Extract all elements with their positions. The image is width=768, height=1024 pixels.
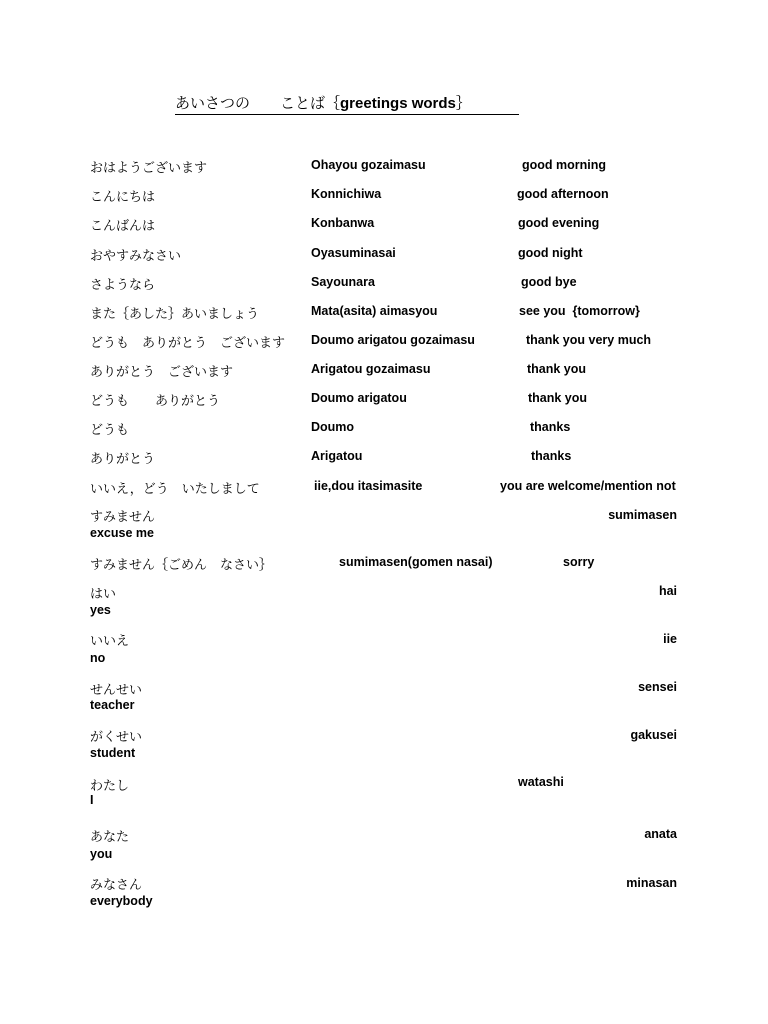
- english-text: sorry: [563, 555, 595, 569]
- title-english: greetings words: [340, 95, 456, 112]
- japanese-text: はい: [90, 587, 117, 602]
- japanese-text: あなた: [90, 830, 130, 845]
- english-text: yes: [90, 603, 111, 617]
- japanese-text: どうも ありがとう ございます: [90, 336, 286, 351]
- romaji-text: watashi: [518, 775, 564, 789]
- japanese-text: ありがとう ございます: [90, 365, 234, 380]
- english-text: teacher: [90, 698, 135, 712]
- romaji-text: Doumo: [311, 420, 355, 434]
- japanese-text: どうも ありがとう: [90, 394, 221, 409]
- english-text: thank you: [528, 391, 588, 405]
- japanese-text: がくせい: [90, 730, 143, 745]
- romaji-text: Arigatou: [311, 449, 363, 463]
- english-text: you: [90, 847, 113, 861]
- title-japanese: あいさつの ことば｛: [175, 94, 341, 112]
- english-text: thanks: [530, 420, 571, 434]
- japanese-text: せんせい: [90, 683, 143, 698]
- english-text: good bye: [521, 275, 577, 289]
- romaji-text: sumimasen: [608, 508, 677, 522]
- romaji-text: hai: [658, 584, 677, 598]
- english-text: good morning: [522, 158, 607, 172]
- page-title: [175, 92, 519, 115]
- english-text: excuse me: [90, 526, 154, 540]
- english-text: student: [90, 746, 136, 760]
- japanese-text: さようなら: [90, 278, 156, 293]
- english-text: good afternoon: [517, 187, 609, 201]
- romaji-text: Doumo arigatou gozaimasu: [311, 333, 475, 347]
- romaji-text: Konbanwa: [311, 216, 375, 230]
- japanese-text: ありがとう: [90, 452, 156, 467]
- title-close: ｝: [455, 94, 471, 112]
- japanese-text: こんにちは: [90, 190, 156, 205]
- english-text: everybody: [90, 894, 153, 908]
- english-text: good evening: [518, 216, 600, 230]
- japanese-text: すみません: [90, 510, 156, 525]
- english-text: thank you: [527, 362, 587, 376]
- japanese-text: また｛あした｝あいましょう: [90, 307, 260, 322]
- japanese-text: おはようございます: [90, 161, 208, 176]
- romaji-text: iie: [663, 632, 677, 646]
- japanese-text: こんばんは: [90, 219, 156, 234]
- japanese-text: いいえ，どう いたしまして: [90, 482, 260, 497]
- romaji-text: Konnichiwa: [311, 187, 382, 201]
- romaji-text: Doumo arigatou: [311, 391, 407, 405]
- english-text: good night: [518, 246, 583, 260]
- romaji-text: sensei: [638, 680, 677, 694]
- japanese-text: わたし: [90, 779, 130, 794]
- romaji-text: anata: [644, 827, 677, 841]
- romaji-text: sumimasen(gomen nasai): [339, 555, 493, 569]
- english-text: I: [90, 793, 94, 807]
- romaji-text: Oyasuminasai: [311, 246, 396, 260]
- romaji-text: Mata(asita) aimasyou: [311, 304, 438, 318]
- english-text: no: [90, 651, 106, 665]
- english-text: thanks: [531, 449, 572, 463]
- japanese-text: どうも: [90, 423, 130, 438]
- japanese-text: おやすみなさい: [90, 249, 182, 264]
- romaji-text: minasan: [626, 876, 677, 890]
- romaji-text: Sayounara: [311, 275, 375, 289]
- japanese-text: すみません｛ごめん なさい｝: [90, 558, 273, 573]
- english-text: see you {tomorrow}: [519, 304, 640, 318]
- japanese-text: みなさん: [90, 878, 143, 893]
- romaji-text: Arigatou gozaimasu: [311, 362, 431, 376]
- english-text: you are welcome/mention not: [500, 479, 676, 493]
- romaji-text: iie,dou itasimasite: [314, 479, 423, 493]
- romaji-text: Ohayou gozaimasu: [311, 158, 426, 172]
- english-text: thank you very much: [526, 333, 652, 347]
- japanese-text: いいえ: [90, 634, 130, 649]
- romaji-text: gakusei: [630, 728, 677, 742]
